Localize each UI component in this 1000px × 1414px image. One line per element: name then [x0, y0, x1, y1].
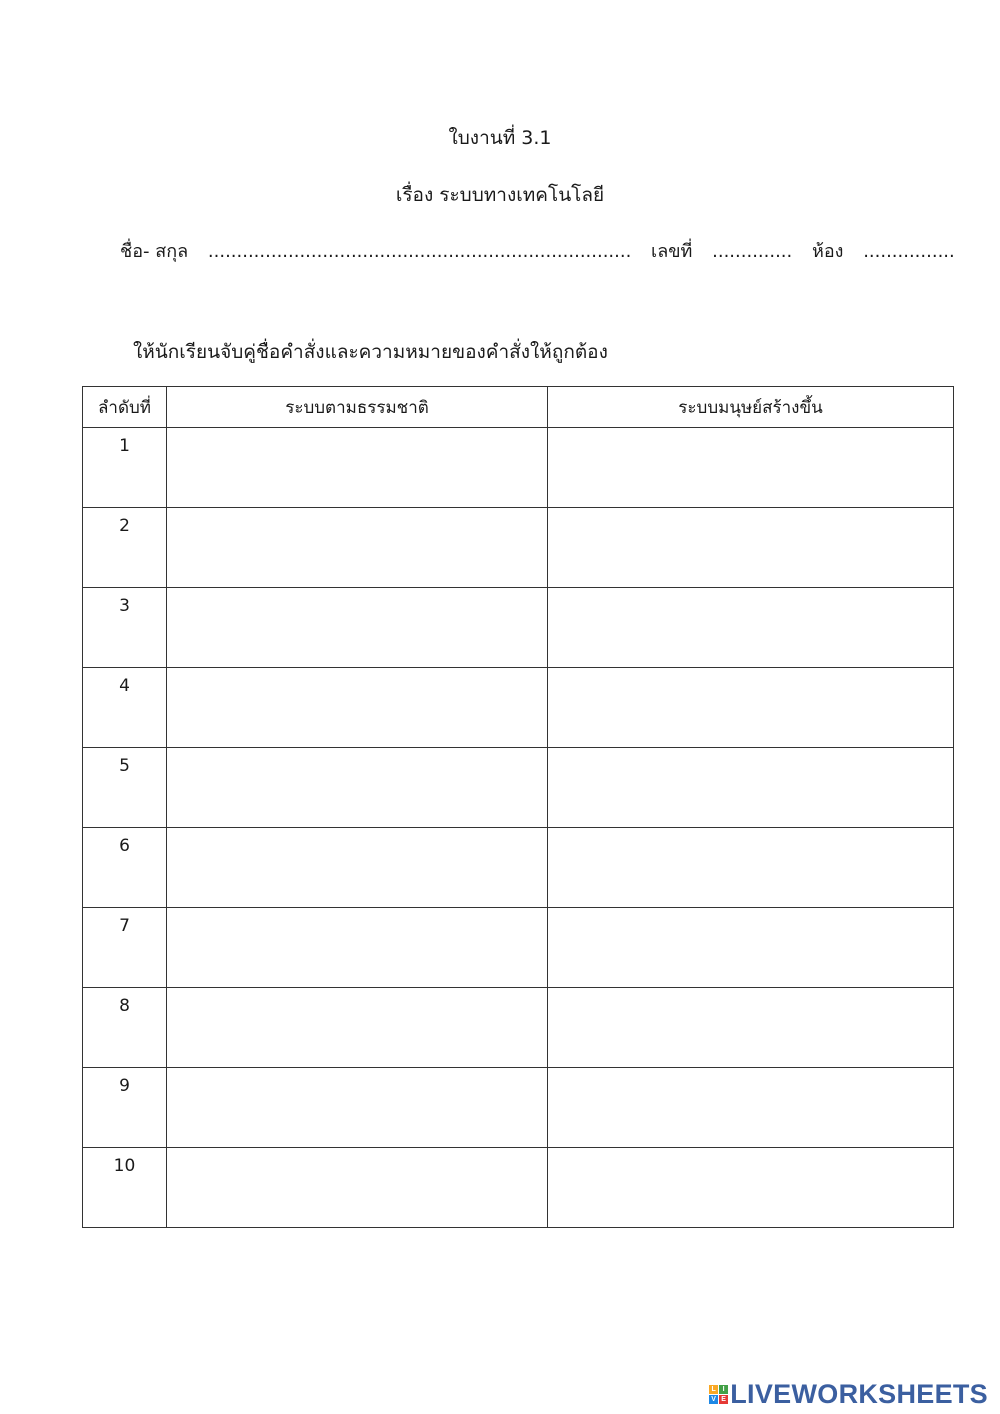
man-made-system-answer-cell[interactable]	[548, 1068, 954, 1148]
table-row	[83, 588, 954, 668]
table-row	[83, 1068, 954, 1148]
room-field[interactable]: ................	[863, 241, 955, 262]
table-row	[83, 668, 954, 748]
name-field[interactable]: ..........................................................................	[207, 241, 632, 262]
row-number: 6	[83, 828, 167, 908]
row-number: 8	[83, 988, 167, 1068]
worksheet-title: ใบงานที่ 3.1	[448, 127, 552, 149]
row-number: 4	[83, 668, 167, 748]
natural-system-answer-cell[interactable]	[167, 908, 548, 988]
table-row	[83, 508, 954, 588]
logo-text: LIVEWORKSHEETS	[730, 1379, 988, 1409]
row-number: 1	[83, 428, 167, 508]
man-made-system-answer-cell[interactable]	[548, 588, 954, 668]
table-header-row	[83, 387, 954, 428]
number-label: เลขที่	[651, 241, 693, 262]
table-row	[83, 1148, 954, 1228]
man-made-system-answer-cell[interactable]	[548, 1148, 954, 1228]
row-number: 3	[83, 588, 167, 668]
natural-system-answer-cell[interactable]	[167, 588, 548, 668]
natural-system-answer-cell[interactable]	[167, 508, 548, 588]
matching-table	[82, 386, 954, 1228]
header-natural-system: ระบบตามธรรมชาติ	[167, 387, 548, 428]
natural-system-answer-cell[interactable]	[167, 428, 548, 508]
row-number: 7	[83, 908, 167, 988]
instruction-text: ให้นักเรียนจับคู่ชื่อคำสั่งและความหมายของคำสั่งให้ถูกต้อง	[133, 341, 608, 363]
man-made-system-answer-cell[interactable]	[548, 908, 954, 988]
natural-system-answer-cell[interactable]	[167, 988, 548, 1068]
man-made-system-answer-cell[interactable]	[548, 988, 954, 1068]
natural-system-answer-cell[interactable]	[167, 828, 548, 908]
row-number: 10	[83, 1148, 167, 1228]
name-label: ชื่อ- สกุล	[120, 241, 189, 262]
natural-system-answer-cell[interactable]	[167, 668, 548, 748]
worksheet-topic: เรื่อง ระบบทางเทคโนโลยี	[395, 184, 605, 206]
man-made-system-answer-cell[interactable]	[548, 508, 954, 588]
natural-system-answer-cell[interactable]	[167, 1148, 548, 1228]
table-row	[83, 828, 954, 908]
logo-mark-icon: L I V E	[709, 1385, 728, 1404]
student-info-line	[120, 238, 969, 266]
table-row	[83, 748, 954, 828]
room-label: ห้อง	[811, 241, 844, 262]
table-row	[83, 988, 954, 1068]
man-made-system-answer-cell[interactable]	[548, 828, 954, 908]
table-row	[83, 428, 954, 508]
natural-system-answer-cell[interactable]	[167, 1068, 548, 1148]
table-row	[83, 908, 954, 988]
man-made-system-answer-cell[interactable]	[548, 668, 954, 748]
row-number: 5	[83, 748, 167, 828]
man-made-system-answer-cell[interactable]	[548, 428, 954, 508]
man-made-system-answer-cell[interactable]	[548, 748, 954, 828]
natural-system-answer-cell[interactable]	[167, 748, 548, 828]
number-field[interactable]: ..............	[712, 241, 793, 262]
row-number: 2	[83, 508, 167, 588]
row-number: 9	[83, 1068, 167, 1148]
header-man-made-system: ระบบมนุษย์สร้างขึ้น	[548, 387, 954, 428]
liveworksheets-logo	[709, 1379, 988, 1410]
header-order: ลำดับที่	[83, 387, 167, 428]
